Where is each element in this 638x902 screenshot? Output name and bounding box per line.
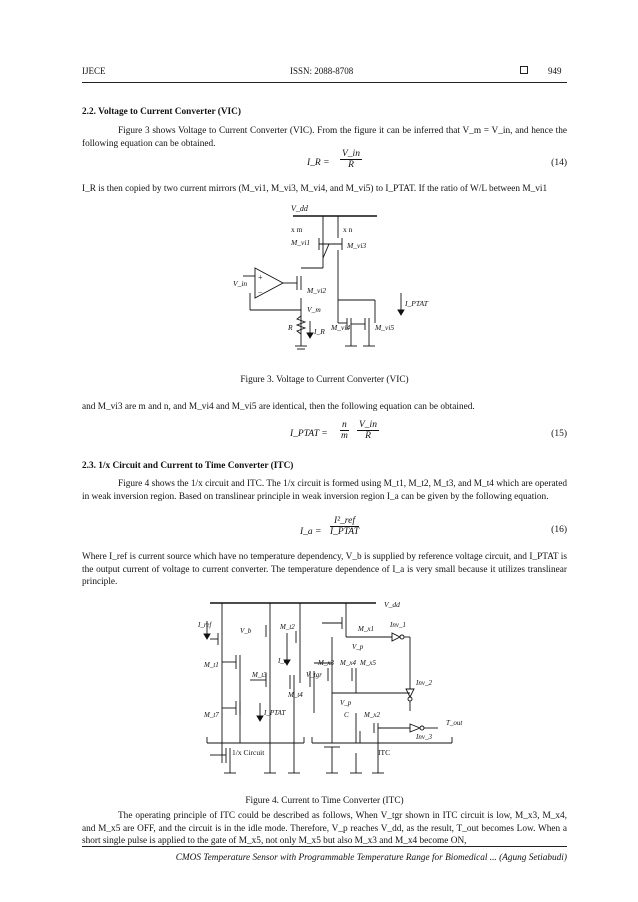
section-title-itc: 2.3. 1/x Circuit and Current to Time Converter (ITC) [82,461,294,471]
equation-16 [82,516,567,546]
label-xm: x m [291,225,303,234]
label-tout: T_out [446,719,463,727]
eq15-fraction-2 [357,420,379,441]
label-vdd: V_dd [291,204,308,213]
label-inv3: Inv_3 [416,733,432,741]
page-footer: CMOS Temperature Sensor with Programmable Temperature Range for Biomedical ... (Agung Setiabudi) [175,853,567,863]
label-vtgr: V_tgr [306,671,322,679]
page-header [82,66,567,80]
eq14-numerator: V_in [342,149,360,159]
eq16-number: (16) [551,525,567,535]
label-inv1: Inv_1 [390,621,406,629]
label-iptat: I_PTAT [405,299,428,308]
label-mx1: M_x1 [358,625,374,633]
label-1x-circuit: 1/x Circuit [232,748,265,757]
eq15-denominator-2: R [365,431,371,441]
label-mt3: M_t3 [252,671,267,679]
label-r: R [288,323,293,332]
label-mvi1: M_vi1 [291,238,311,247]
label-mt4: M_t4 [288,691,303,699]
label-xn: x n [343,225,353,234]
paragraph-vic-intro: Figure 3 shows Voltage to Current Converter (VIC). From the figure it can be inferred that V_m = V_in, and hence the following equation can be obtained. [82,126,567,149]
eq16-lhs: I_a = [300,527,322,537]
eq15-numerator-1: n [342,420,347,430]
label-mvi3: M_vi3 [347,241,367,250]
label-mt2: M_t2 [280,623,295,631]
page-number: 949 [548,66,562,76]
box-icon [520,66,528,74]
eq15-denominator-1: m [340,431,348,441]
equation-14 [82,149,567,179]
figure-3-caption: Figure 3. Voltage to Current Converter (VIC) [240,375,409,385]
label-vb: V_b [240,627,252,635]
label-vp: V_p [352,643,364,651]
label-mt7: M_t7 [204,711,219,719]
label-c: C [344,711,349,719]
label-plus: + [258,273,263,282]
eq16-numerator: I²_ref [330,516,359,527]
eq16-fraction [330,516,359,537]
figure-4-caption: Figure 4. Current to Time Converter (ITC) [245,796,404,806]
eq14-number: (14) [551,158,567,168]
label-mt1: M_t1 [204,661,219,669]
label-vm: V_m [307,305,321,314]
label-ir: I_R [314,327,325,336]
issn: ISSN: 2088-8708 [290,66,354,76]
eq16-denominator: I_PTAT [330,527,360,537]
label-vin: V_in [233,279,248,288]
paragraph-vic-mirror: I_R is then copied by two current mirrors (M_vi1, M_vi3, M_vi4, and M_vi5) to I_PTAT. If the ratio of W/L between M_vi1 [82,184,548,194]
paragraph-itc-iref: Where I_ref is current source which have no temperature dependency, V_b is supplied by reference voltage circuit, and I_PTAT is the output current of voltage to current converter. The temperature dependence of I_a is very small because it utilizes translinear principle. [82,552,567,587]
label-mx5: M_x5 [360,659,376,667]
eq15-numerator-2: V_in [359,420,377,430]
label-vp2: V_p [340,699,352,707]
paragraph-itc-intro: Figure 4 shows the 1/x circuit and ITC. The 1/x circuit is formed using M_t1, M_t2, M_t3, and M_t4 which are operated in weak inversion region. Based on translinear principle in weak inversion region I_a can be given by the following equation. [82,479,567,502]
label-iref: I_ref [198,621,212,629]
paragraph-vic-ratio: and M_vi3 are m and n, and M_vi4 and M_vi5 are identical, then the following equation can be obtained. [82,402,475,412]
eq14-fraction [340,149,362,170]
eq14-lhs: I_R = [307,158,330,168]
figure-3-vic-circuit [225,198,428,363]
header-rule [82,82,567,83]
label-mx3: M_x3 [318,659,334,667]
label-mvi5: M_vi5 [375,323,395,332]
journal-name: IJECE [82,66,106,76]
label-mx4: M_x4 [340,659,356,667]
equation-15 [82,420,567,450]
label-mvi4: M_vi4 [331,323,351,332]
label-minus: − [258,288,263,297]
label-mvi2: M_vi2 [307,286,327,295]
eq15-fraction-1 [340,420,349,441]
section-title-vic: 2.2. Voltage to Current Converter (VIC) [82,107,241,117]
eq14-denominator: R [348,160,354,170]
label-inv2: Inv_2 [416,679,432,687]
paragraph-itc-operation: The operating principle of ITC could be described as follows, When V_tgr shown in ITC circuit is low, M_x3, M_x4, and M_x5 are OFF, and the circuit is in the idle mode. Therefore, V_p reaches V_dd, as the result, T_out becomes Low. When a short single pulse is applied to the gate of M_x5, not only M_x5 but also M_x3 and M_x4 become ON, [82,811,567,846]
figure-4-itc-circuit [192,593,472,785]
label-mx2: M_x2 [364,711,380,719]
label-itc: ITC [378,748,391,757]
footer-rule [82,846,567,847]
eq15-number: (15) [551,429,567,439]
label-ia: I_a [278,657,288,665]
label-iptat: I_PTAT [264,709,286,717]
label-vdd: V_dd [384,600,400,609]
eq15-lhs: I_PTAT = [290,429,328,439]
